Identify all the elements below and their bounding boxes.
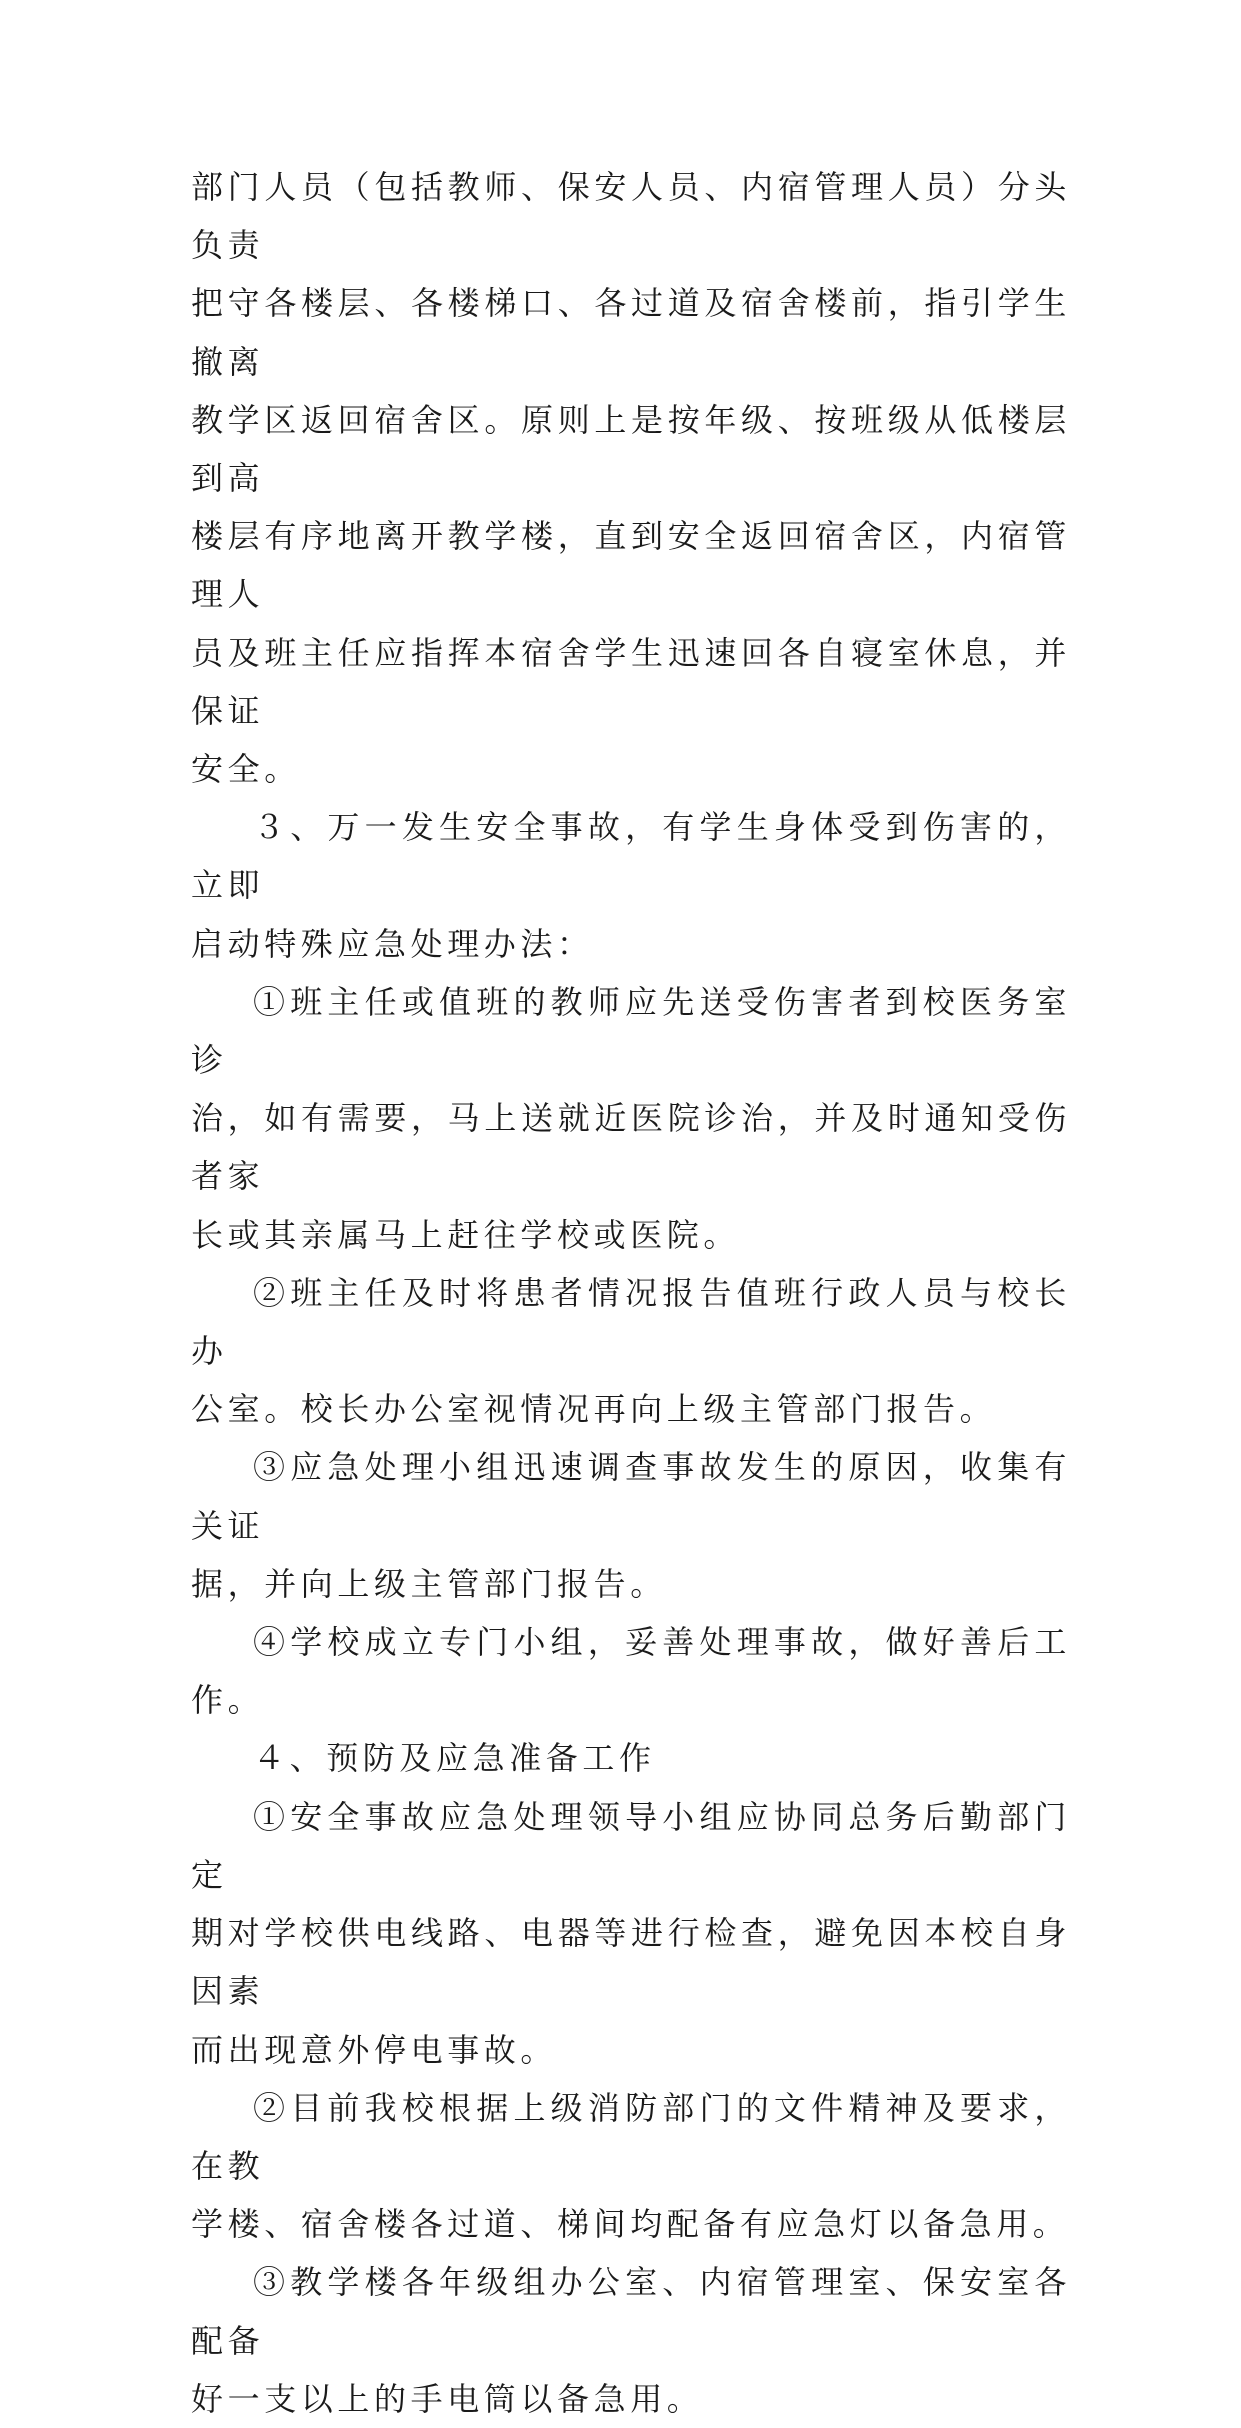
text-line: 长或其亲属马上赶往学校或医院。 — [191, 1215, 741, 1254]
paragraph-section-3 — [191, 798, 1071, 973]
text-line: 公室。校长办公室视情况再向上级主管部门报告。 — [191, 1390, 997, 1429]
document-body — [191, 158, 1071, 2428]
text-line: ４、预防及应急准备工作 — [253, 1739, 656, 1778]
text-line: ②目前我校根据上级消防部门的文件精神及要求，在教 — [191, 2088, 1071, 2185]
paragraph-item-3 — [191, 1438, 1071, 1613]
paragraph-prevention-3 — [191, 2253, 1071, 2428]
text-line: ③应急处理小组迅速调查事故发生的原因，收集有关证 — [191, 1448, 1071, 1545]
paragraph-evacuation-continued — [191, 158, 1071, 798]
text-line: ④学校成立专门小组，妥善处理事故，做好善后工作。 — [191, 1623, 1071, 1720]
paragraph-item-1 — [191, 973, 1071, 1264]
text-line: 启动特殊应急处理办法： — [191, 924, 594, 963]
text-line: ③教学楼各年级组办公室、内宿管理室、保安室各配备 — [191, 2263, 1071, 2360]
text-line: 安全。 — [191, 750, 301, 789]
paragraph-prevention-1 — [191, 1788, 1071, 2079]
text-line: ②班主任及时将患者情况报告值班行政人员与校长办 — [191, 1273, 1071, 1371]
text-line: 期对学校供电线路、电器等进行检查，避免因本校自身因素 — [191, 1914, 1071, 2011]
paragraph-item-4 — [191, 1613, 1071, 1729]
text-line: 员及班主任应指挥本宿舍学生迅速回各自寝室休息，并保证 — [191, 633, 1071, 730]
text-line: 而出现意外停电事故。 — [191, 2030, 558, 2069]
text-line: ①安全事故应急处理领导小组应协同总务后勤部门定 — [191, 1797, 1071, 1894]
text-line: ①班主任或值班的教师应先送受伤害者到校医务室诊 — [191, 982, 1071, 1080]
text-line: 治，如有需要，马上送就近医院诊治，并及时通知受伤者家 — [191, 1099, 1071, 1196]
text-line: 教学区返回宿舍区。原则上是按年级、按班级从低楼层到高 — [191, 400, 1071, 498]
text-line: 把守各楼层、各楼梯口、各过道及宿舍楼前，指引学生撤离 — [191, 284, 1071, 381]
text-line: 部门人员（包括教师、保安人员、内宿管理人员）分头负责 — [191, 168, 1071, 265]
text-line: 楼层有序地离开教学楼，直到安全返回宿舍区，内宿管理人 — [191, 517, 1071, 614]
text-line: ３、万一发生安全事故，有学生身体受到伤害的，立即 — [191, 808, 1071, 905]
paragraph-item-2 — [191, 1264, 1071, 1439]
paragraph-section-4 — [191, 1729, 1071, 1787]
text-line: 据，并向上级主管部门报告。 — [191, 1564, 667, 1603]
paragraph-prevention-2 — [191, 2079, 1071, 2254]
text-line: 好一支以上的手电筒以备急用。 — [191, 2379, 704, 2418]
text-line: 学楼、宿舍楼各过道、梯间均配备有应急灯以备急用。 — [191, 2205, 1070, 2244]
